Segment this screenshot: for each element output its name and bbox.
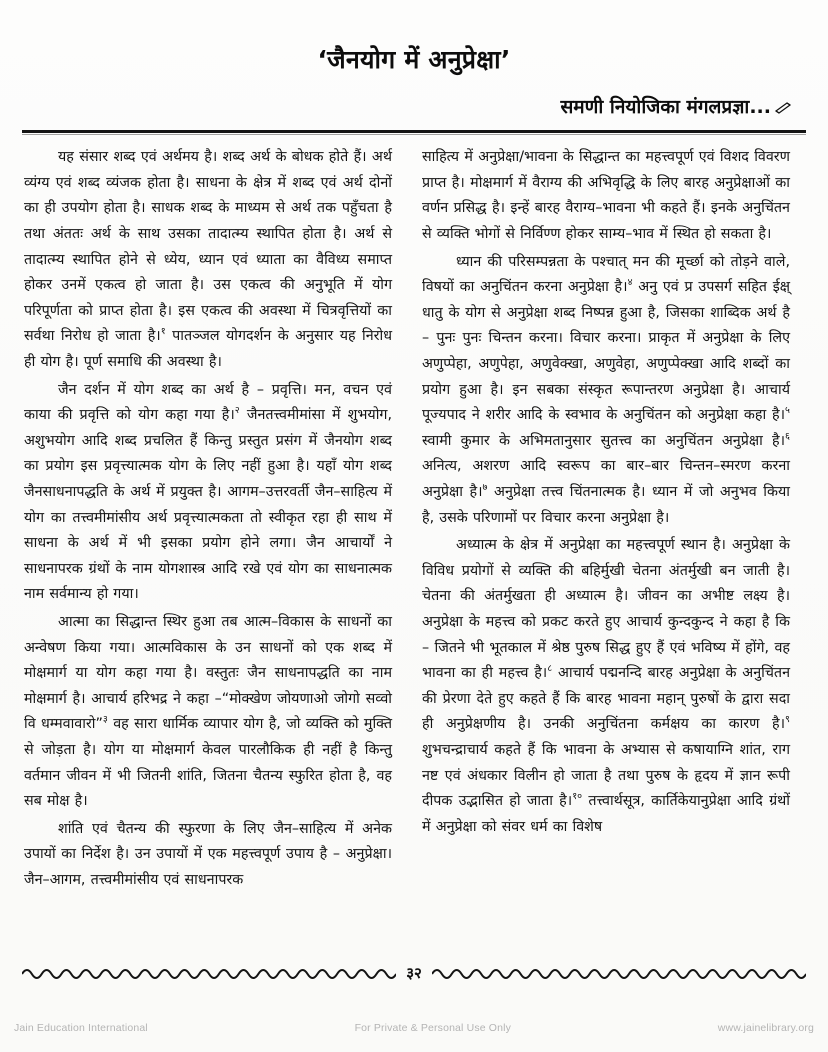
- paragraph-text-cont: वह सारा धार्मिक व्यापार योग है, जो व्यक्ति को मुक्ति से जोड़ता है। योग या मोक्षमार्ग केवल पारलौकिक ही नहीं है किन्तु वर्तमान जीवन में भी जितनी शांति, जितना चैतन्य स्फुरित होता है, वह सब मोक्ष है।: [24, 716, 392, 810]
- footnote-marker: २: [234, 405, 240, 417]
- footnote-marker: ५: [785, 405, 790, 417]
- paragraph: [24, 145, 392, 375]
- paragraph-text-cont: पातञ्जल योगदर्शन के अनुसार यह निरोध ही योग है। पूर्ण समाधि की अवस्था है।: [24, 328, 393, 370]
- paragraph: [24, 817, 392, 894]
- paragraph-text-cont: स्वामी कुमार के अभिमतानुसार सुतत्त्व का अनुचिंतन अनुप्रेक्षा है।: [422, 432, 786, 449]
- footnote-marker: १०: [572, 791, 583, 803]
- footnote-marker: १: [160, 326, 166, 338]
- paragraph-text-cont: अनुप्रेक्षा तत्त्व चिंतनात्मक है। ध्यान में जो अनुभव किया है, उसके परिणामों पर विचार करना अनुप्रेक्षा है।: [422, 483, 790, 526]
- footnote-marker: ३: [102, 714, 108, 726]
- paragraph-text: यह संसार शब्द एवं अर्थमय है। शब्द अर्थ के बोधक होते हैं। अर्थ व्यंग्य एवं शब्द व्यंजक होता है। साधना के क्षेत्र में शब्द एवं अर्थ दोनों का ही उपयोग होता है। साधक शब्द के माध्यम से अर्थ तक पहुँचता है तथा अंततः अर्थ के साथ उसका तादात्म्य स्थापित होता है। अर्थ से तादात्म्य स्थापित होने से ध्येय, ध्यान एवं ध्याता का वैविध्य समाप्त होकर उनमें एकत्व हो जाता है। उस एकत्व की अनुभूति में योग परिपूर्णता को प्राप्त होता है। इस एकत्व की अवस्था में चित्रवृत्तियों का सर्वथा निरोध हो जाता है।: [24, 149, 392, 345]
- ornament-left: [22, 965, 396, 981]
- paragraph: [24, 378, 392, 608]
- paragraph-text: आत्मा का सिद्धान्त स्थिर हुआ तब आत्म–विकास के साधनों का अन्वेषण किया गया। आत्मविकास के उन साधनों को एक शब्द में मोक्षमार्ग या योग कहा गया है। वस्तुतः जैन साधनापद्धति का नाम मोक्षमार्ग है। आचार्य हरिभद्र ने कहा –: [24, 613, 392, 707]
- left-column: [24, 145, 392, 893]
- paragraph: [422, 250, 790, 532]
- ornament-right: [432, 965, 806, 981]
- paragraph-text-cont: जैनतत्त्वमीमांसा में शुभयोग, अशुभयोग आदि शब्द प्रचलित हैं किन्तु प्रस्तुत प्रसंग में जैनयोग शब्द का प्रयोग इस प्रवृत्त्यात्मक योग के लिए नहीं हुआ है। यहाँ योग शब्द जैनसाधनापद्धति के अर्थ में प्रयुक्त है। आगम–उत्तरवर्ती जैन–साहित्य में योग का तत्त्वमीमांसीय अर्थ प्रवृत्त्यात्मकता तो स्वीकृत रहा ही साथ में साधना के अर्थ में भी इसका प्रयोग होने लगा। जैन आचार्यों ने साधनापरक ग्रंथों के नाम योगशास्त्र आदि रखे एवं योग का साधनात्मक नाम सर्वमान्य हो गया।: [24, 407, 392, 603]
- paragraph: [422, 145, 790, 247]
- footer-center-text: For Private & Personal Use Only: [354, 1022, 511, 1034]
- paragraph-text-cont: आचार्य पद्मनन्दि बारह अनुप्रेक्षा के अनुचिंतन की प्रेरणा देते हुए कहते हैं कि बारह भावना महान् पुरुषों के द्वारा सदा ही अनुप्रेक्षणीय है। उनकी अनुचिंतना कर्मक्षय का कारण है।: [422, 665, 790, 733]
- footnote-marker: ९: [785, 714, 790, 726]
- footnote-marker: ७: [482, 482, 488, 494]
- footer-ornament-divider: [22, 962, 806, 984]
- paragraph-text: ध्यान की परिसम्पन्नता के पश्चात् मन की मूर्च्छा को तोड़ने वाले, विषयों का अनुचिंतन करना अनुप्रेक्षा है।: [422, 253, 790, 296]
- footnote-marker: ६: [785, 431, 790, 443]
- footer-left-text: Jain Education International: [14, 1022, 148, 1034]
- paragraph-text-cont: अनित्य, अशरण आदि स्वरूप का बार–बार चिन्तन–स्मरण करना अनुप्रेक्षा है।: [422, 458, 790, 500]
- paragraph-text-cont: शुभचन्द्राचार्य कहते हैं कि भावना के अभ्यास से कषायाग्नि शांत, राग नष्ट एवं अंधकार विलीन हो जाता है तथा पुरुष के हृदय में ज्ञान रूपी दीपक उद्भासित हो जाता है।: [422, 741, 790, 810]
- header-divider-rule: [22, 130, 806, 133]
- paragraph-text: शांति एवं चैतन्य की स्फुरणा के लिए जैन–साहित्य में अनेक उपायों का निर्देश है। उन उपायों में एक महत्त्वपूर्ण उपाय है – अनुप्रेक्षा। जैन–आगम, तत्त्वमीमांसीय एवं साधनापरक: [24, 820, 392, 888]
- prakrit-quotation: “मोक्खेण जोयणाओ जोगो सव्वो वि धम्मवावारो”: [24, 690, 392, 733]
- paragraph-text-cont: अनु एवं प्र उपसर्ग सहित ईक्ष् धातु के योग से अनुप्रेक्षा शब्द निष्पन्न हुआ है, जिसका शाब्दिक अर्थ है – पुनः पुनः चिन्तन करना। विचार करना। प्राकृत में अनुप्रेक्षा के लिए अणुप्पेहा, अणुपेहा, अणुवेक्खा, अणुवेहा, अणुप्पेक्खा आदि शब्दों का प्रयोग हुआ है। इन सबका संस्कृत रूपान्तरण अनुप्रेक्षा है। आचार्य पूज्यपाद ने शरीर आदि के स्वभाव के अनुचिंतन को अनुप्रेक्षा कहा है।: [422, 279, 790, 424]
- footnote-marker: ८: [547, 663, 553, 675]
- page-number: ३२: [406, 964, 422, 982]
- quill-pen-icon: [774, 100, 792, 116]
- paragraph-text: साहित्य में अनुप्रेक्षा/भावना के सिद्धान्त का महत्त्वपूर्ण एवं विशद विवरण प्राप्त है। मोक्षमार्ग में वैराग्य की अभिवृद्धि के लिए बारह अनुप्रेक्षाओं का वर्णन प्रसिद्ध है। इन्हें बारह वैराग्य–भावना भी कहते हैं। इनके अनुचिंतन से व्यक्ति भोगों से निर्विण्ण होकर साम्य–भाव में स्थित हो सकता है।: [422, 149, 790, 243]
- paragraph: [24, 610, 392, 815]
- header-block: [0, 0, 828, 119]
- author-byline: समणी नियोजिका मंगलप्रज्ञा...: [560, 96, 771, 119]
- two-column-body: [24, 145, 804, 893]
- page-title: ‘जैनयोग में अनुप्रेक्षा’: [317, 45, 511, 74]
- right-column: [422, 145, 790, 840]
- byline-row: [0, 93, 828, 119]
- paragraph: [422, 533, 790, 840]
- footer-right-link[interactable]: www.jainelibrary.org: [717, 1022, 814, 1034]
- paragraph-text-cont: तत्त्वार्थसूत्र, कार्तिकेयानुप्रेक्षा आदि ग्रंथों में अनुप्रेक्षा को संवर धर्म का विशेष: [422, 793, 790, 835]
- paragraph-text: अध्यात्म के क्षेत्र में अनुप्रेक्षा का महत्त्वपूर्ण स्थान है। अनुप्रेक्षा के विविध प्रयोगों से व्यक्ति की बहिर्मुखी चेतना अंतर्मुखी बन जाती है। चेतना की अंतर्मुखता ही अध्यात्म है। जीवन का अभीष्ट लक्ष्य है। अनुप्रेक्षा के महत्त्व को प्रकट करते हुए आचार्य कुन्दकुन्द ने कहा है कि – जितने भी भूतकाल में श्रेष्ठ पुरुष सिद्ध हुए हैं एवं भविष्य में होंगे, वह भावना का ही महत्त्व है।: [422, 537, 790, 682]
- scan-footer: [0, 1022, 828, 1034]
- paragraph-text: जैन दर्शन में योग शब्द का अर्थ है – प्रवृत्ति। मन, वचन एवं काया की प्रवृत्ति को योग कहा गया है।: [24, 381, 392, 424]
- footnote-marker: ४: [627, 277, 633, 289]
